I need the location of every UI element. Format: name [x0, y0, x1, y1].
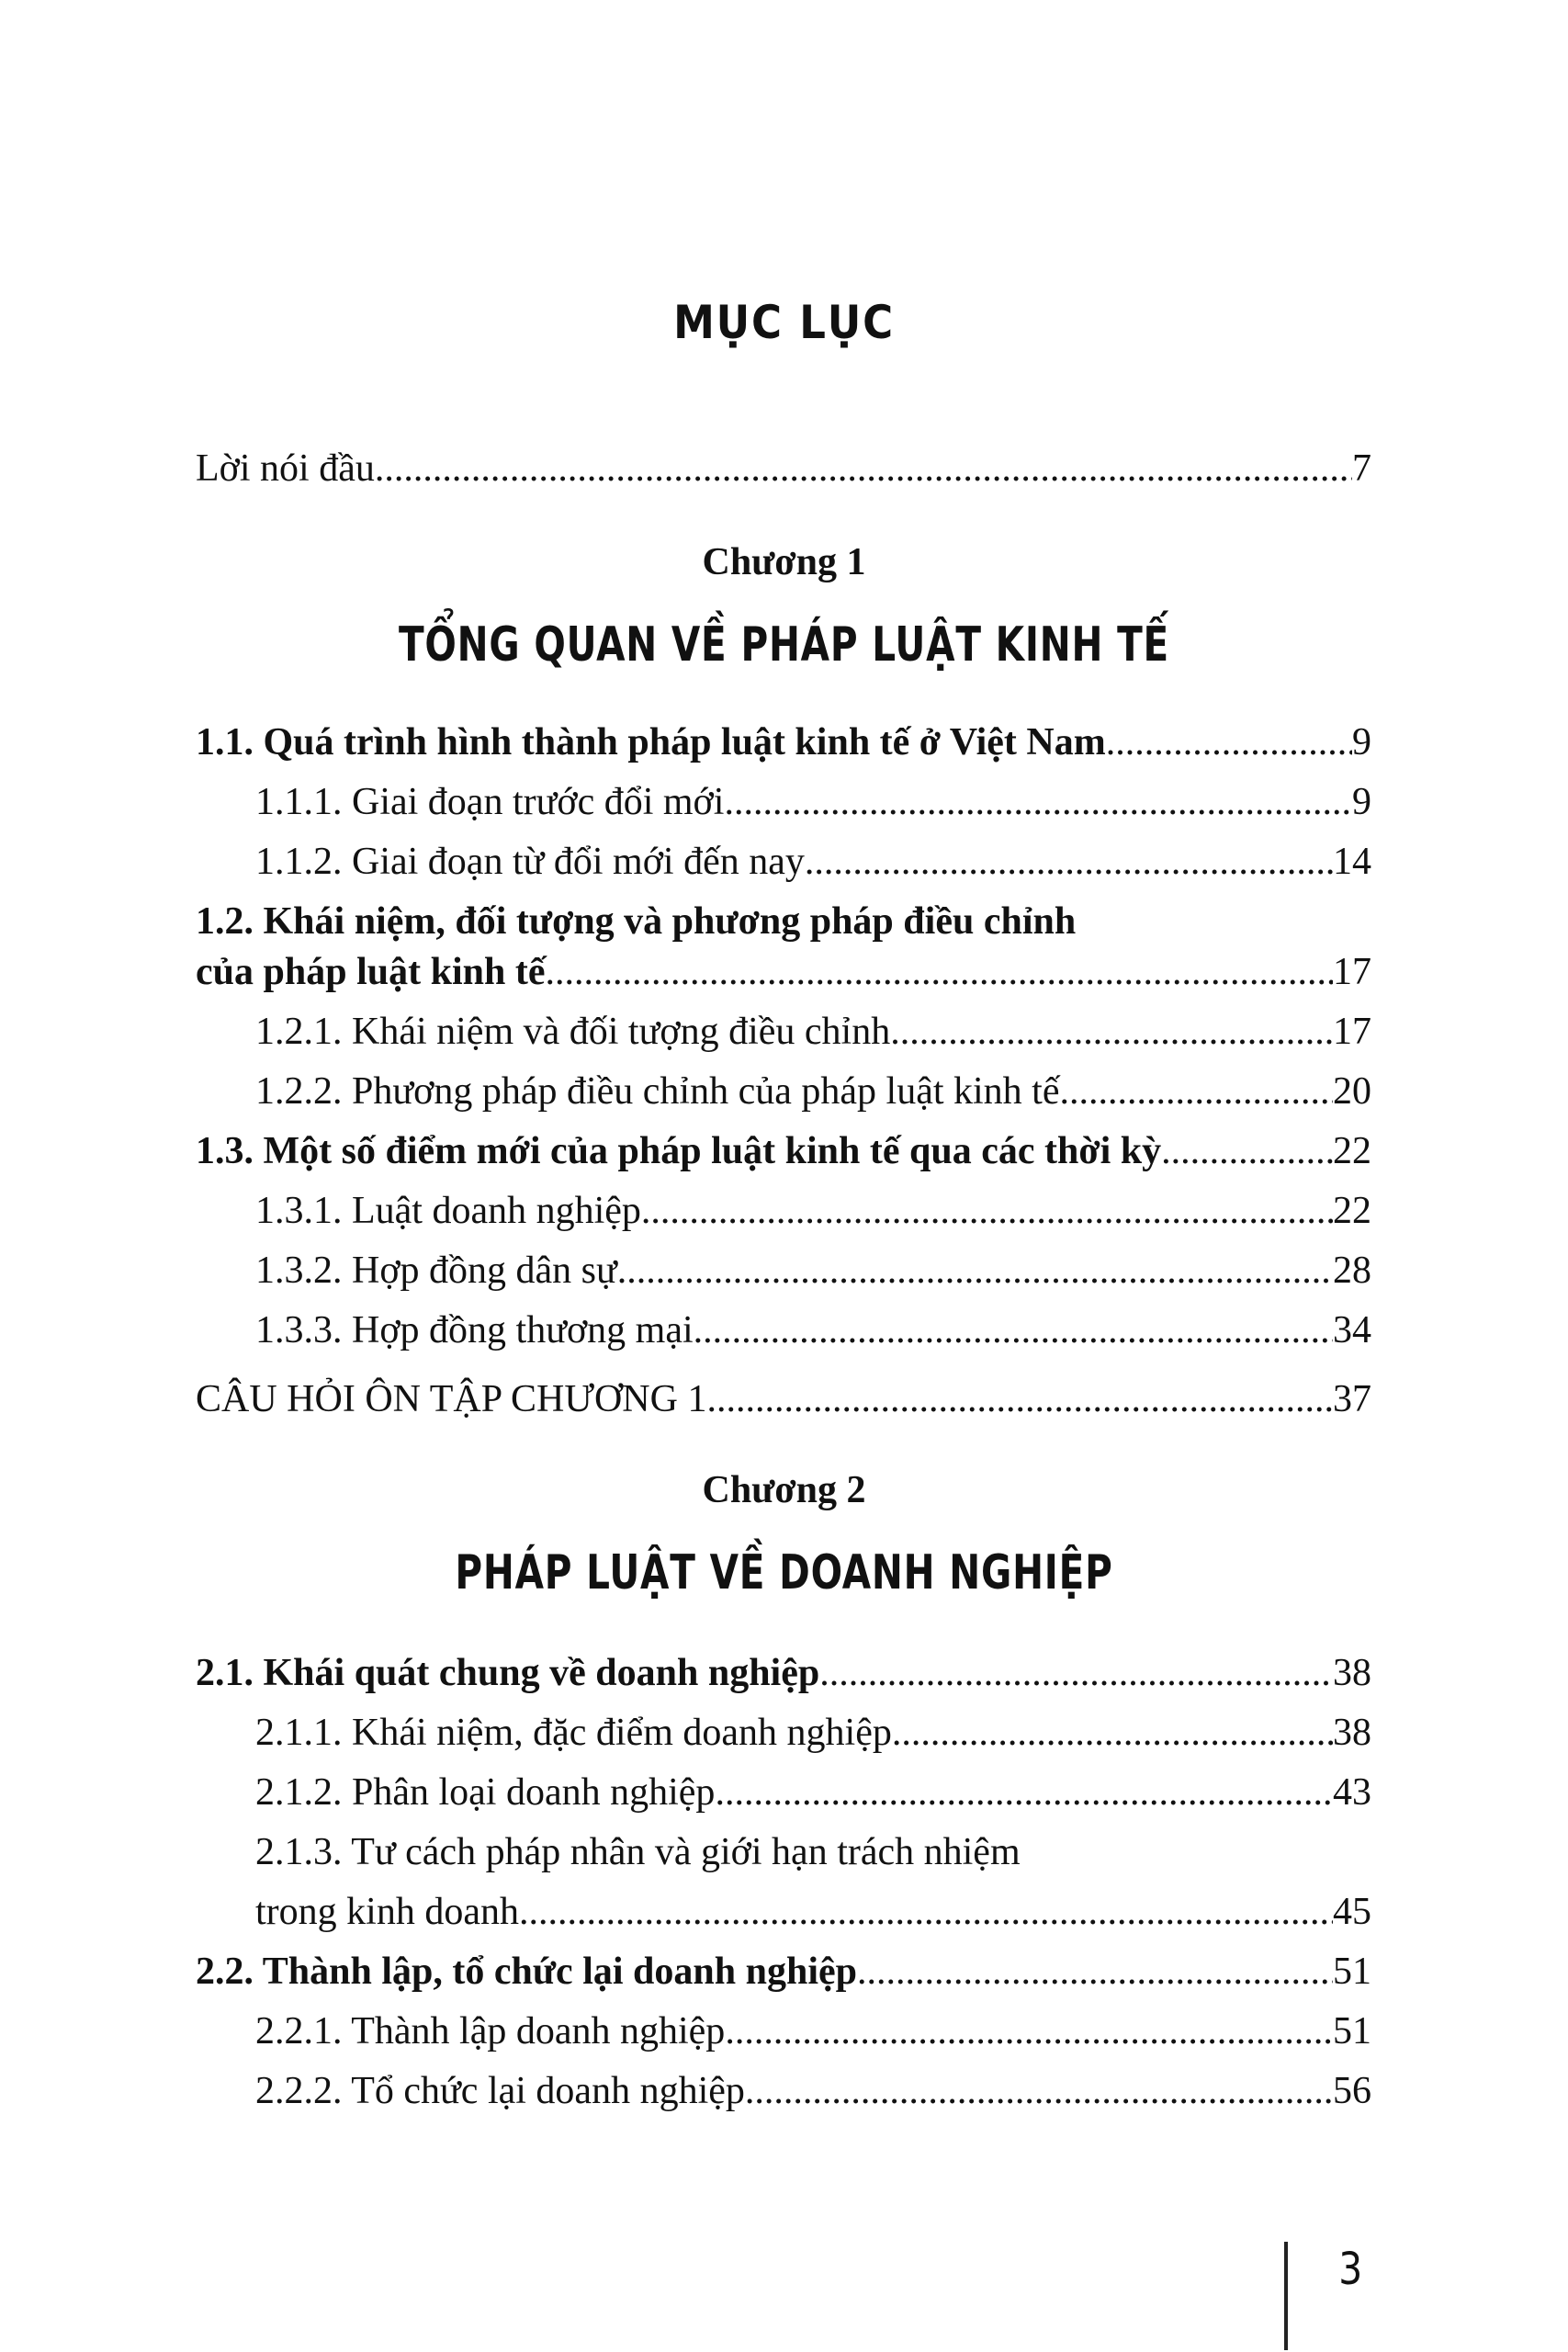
page-number: 3: [1338, 2244, 1363, 2295]
dot-leader: [819, 1645, 1333, 1701]
toc-entry-1-2-2: [255, 1064, 1371, 1119]
dot-leader: [745, 2064, 1333, 2119]
toc-entry-text: 1.3.2. Hợp đồng dân sự: [255, 1250, 617, 1292]
toc-entry-page: 17: [1333, 951, 1371, 993]
dot-leader: [715, 1765, 1333, 1820]
dot-leader: [1161, 1124, 1333, 1179]
toc-entry-page: 14: [1333, 841, 1371, 883]
toc-entry-preface: [196, 441, 1371, 496]
toc-entry-page: 56: [1333, 2070, 1371, 2112]
toc-entry-page: 7: [1352, 447, 1371, 490]
page-title: MỤC LỤC: [673, 296, 895, 349]
toc-entry-1-1-1: [255, 775, 1371, 830]
chapter-2-title: PHÁP LUẬT VỀ DOANH NGHIỆP: [455, 1545, 1113, 1600]
toc-entry-text: 2.2. Thành lập, tổ chức lại doanh nghiệp: [196, 1951, 857, 1993]
toc-entry-page: 34: [1333, 1309, 1371, 1351]
toc-entry-1-1-2: [255, 834, 1371, 889]
toc-entry-text: 2.1.1. Khái niệm, đặc điểm doanh nghiệp: [255, 1712, 892, 1754]
toc-entry-text: 2.2.2. Tổ chức lại doanh nghiệp: [255, 2070, 745, 2112]
dot-leader: [641, 1183, 1333, 1238]
dot-leader: [617, 1243, 1333, 1298]
toc-entry-2-2: [196, 1944, 1371, 1999]
dot-leader: [545, 944, 1333, 1000]
toc-entry-text: 1.3.1. Luật doanh nghiệp: [255, 1190, 641, 1232]
toc-entry-page: 22: [1333, 1190, 1371, 1232]
toc-entry-page: 43: [1333, 1771, 1371, 1814]
toc-entry-1-2-1: [255, 1004, 1371, 1059]
toc-entry-page: 17: [1333, 1011, 1371, 1053]
toc-entry-review-1: [196, 1372, 1371, 1427]
toc-entry-text: 1.1.2. Giai đoạn từ đổi mới đến nay: [255, 841, 805, 883]
dot-leader: [857, 1944, 1333, 1999]
footer-rule: [1284, 2242, 1288, 2350]
toc-entry-page: 20: [1333, 1070, 1371, 1113]
toc-entry-text: 1.1. Quá trình hình thành pháp luật kinh tế ở Việt Nam: [196, 721, 1106, 763]
dot-leader: [1106, 715, 1352, 770]
dot-leader: [694, 1303, 1333, 1358]
toc-entry-2-1-3-line1: 2.1.3. Tư cách pháp nhân và giới hạn trách nhiệm: [255, 1831, 1021, 1873]
toc-entry-text: 1.3. Một số điểm mới của pháp luật kinh tế qua các thời kỳ: [196, 1130, 1162, 1172]
chapter-1-title: TỔNG QUAN VỀ PHÁP LUẬT KINH TẾ: [398, 617, 1170, 673]
toc-entry-page: 37: [1333, 1378, 1371, 1420]
dot-leader: [724, 775, 1352, 830]
toc-entry-2-1-1: [255, 1705, 1371, 1760]
dot-leader: [706, 1372, 1333, 1427]
toc-entry-text: 2.1. Khái quát chung về doanh nghiệp: [196, 1652, 820, 1694]
dot-leader: [805, 834, 1333, 889]
toc-entry-text: 1.2.2. Phương pháp điều chỉnh của pháp luật kinh tế: [255, 1070, 1060, 1113]
toc-entry-page: 45: [1333, 1891, 1371, 1933]
toc-entry-page: 9: [1352, 781, 1371, 823]
toc-entry-page: 51: [1333, 2010, 1371, 2052]
toc-entry-text: 1.2.1. Khái niệm và đối tượng điều chỉnh: [255, 1011, 891, 1053]
toc-entry-1-3-1: [255, 1183, 1371, 1238]
toc-entry-1-3-2: [255, 1243, 1371, 1298]
toc-entry-page: 22: [1333, 1130, 1371, 1172]
toc-entry-text: CÂU HỎI ÔN TẬP CHƯƠNG 1: [196, 1378, 707, 1420]
dot-leader: [892, 1705, 1333, 1760]
toc-entry-2-1-3: [255, 1884, 1371, 1939]
toc-entry-2-2-2: [255, 2064, 1371, 2119]
toc-entry-1-2: [196, 944, 1371, 1000]
toc-entry-text: Lời nói đầu: [196, 447, 375, 490]
toc-entry-2-2-1: [255, 2004, 1371, 2059]
dot-leader: [725, 2004, 1333, 2059]
toc-entry-page: 9: [1352, 721, 1371, 763]
toc-entry-2-1: [196, 1645, 1371, 1701]
toc-entry-1-2-line1: 1.2. Khái niệm, đối tượng và phương pháp điều chỉnh: [196, 900, 1077, 943]
dot-leader: [375, 441, 1352, 496]
toc-entry-1-3-3: [255, 1303, 1371, 1358]
toc-entry-text: trong kinh doanh: [255, 1891, 519, 1933]
toc-entry-1-3: [196, 1124, 1371, 1179]
dot-leader: [890, 1004, 1333, 1059]
toc-entry-text: 1.1.1. Giai đoạn trước đổi mới: [255, 781, 725, 823]
chapter-2-label: Chương 2: [702, 1469, 866, 1511]
toc-entry-page: 38: [1333, 1652, 1371, 1694]
toc-entry-text: 2.2.1. Thành lập doanh nghiệp: [255, 2010, 726, 2052]
chapter-1-label: Chương 1: [702, 541, 866, 583]
toc-entry-text: của pháp luật kinh tế: [196, 951, 546, 993]
toc-entry-1-1: [196, 715, 1371, 770]
dot-leader: [1059, 1064, 1333, 1119]
toc-entry-2-1-2: [255, 1765, 1371, 1820]
dot-leader: [519, 1884, 1333, 1939]
toc-entry-text: 2.1.2. Phân loại doanh nghiệp: [255, 1771, 716, 1814]
toc-entry-page: 38: [1333, 1712, 1371, 1754]
toc-entry-page: 51: [1333, 1951, 1371, 1993]
toc-entry-text: 1.3.3. Hợp đồng thương mại: [255, 1309, 694, 1351]
toc-entry-page: 28: [1333, 1250, 1371, 1292]
